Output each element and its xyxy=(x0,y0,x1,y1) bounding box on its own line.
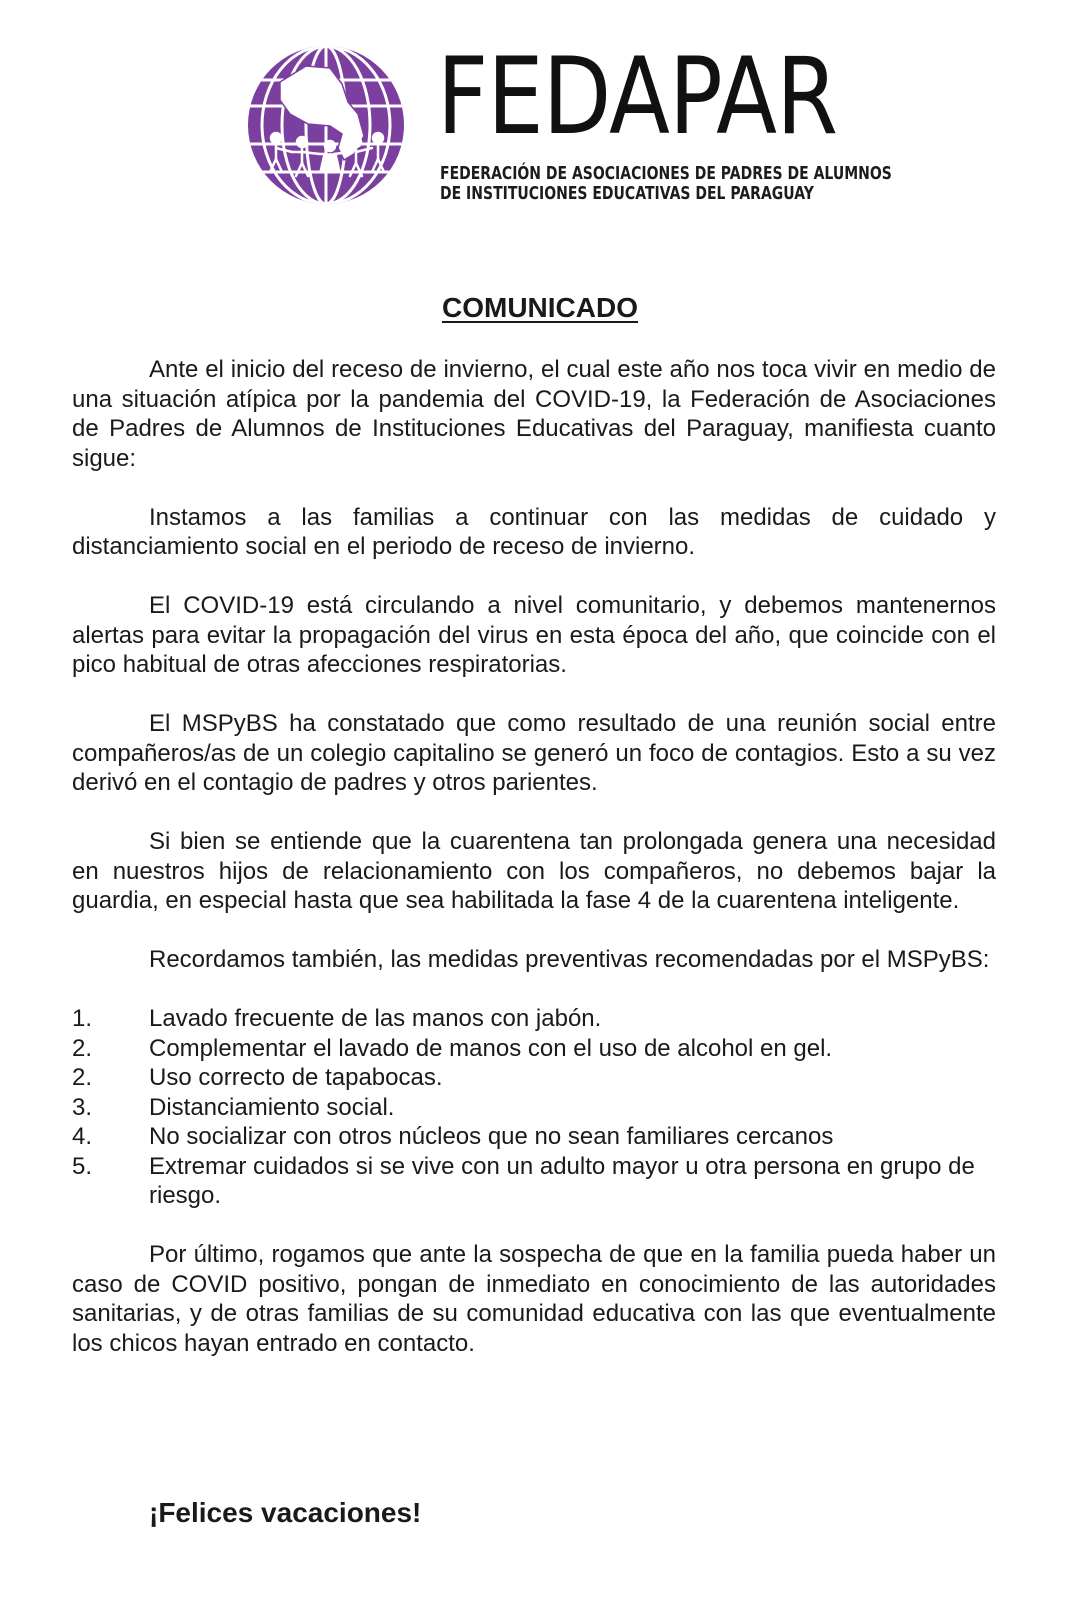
list-item xyxy=(72,1093,996,1123)
list-item-text: Distanciamiento social. xyxy=(149,1093,395,1121)
brand-name: FEDAPAR xyxy=(437,35,838,158)
document-body xyxy=(72,355,996,1388)
paragraph-covid-circulation: El COVID-19 está circulando a nivel comunitario, y debemos mantenernos alertas para evitar la propagación del virus en esta época del año, que coincide con el pico habitual de otras afecciones respiratorias. xyxy=(72,592,996,678)
brand-full-name xyxy=(440,164,892,204)
list-item-number: 5. xyxy=(72,1152,93,1180)
brand-full-line-1: FEDERACIÓN DE ASOCIACIONES DE PADRES DE ALUMNOS xyxy=(440,164,892,184)
paragraph-intro: Ante el inicio del receso de invierno, el cual este año nos toca vivir en medio de una situación atípica por la pandemia del COVID-19, la Federación de Asociaciones de Padres de Alumnos de Instituciones Educativas del Paraguay, manifiesta cuanto sigue: xyxy=(72,356,996,472)
list-item xyxy=(72,1122,996,1152)
paragraph-urge: Instamos a las familias a continuar con las medidas de cuidado y distanciamiento social en el periodo de receso de invierno. xyxy=(72,503,996,560)
paragraph-measures-intro: Recordamos también, las medidas preventivas recomendadas por el MSPyBS: xyxy=(149,946,990,973)
list-item-text: Uso correcto de tapabocas. xyxy=(149,1064,443,1091)
list-item-text: Extremar cuidados si se vive con un adulto mayor u otra persona en grupo de riesgo. xyxy=(149,1152,975,1209)
document-title-text: COMUNICADO xyxy=(442,292,638,323)
list-item xyxy=(72,1152,996,1211)
document-title xyxy=(0,292,1080,324)
paragraph-mspybs-finding: El MSPyBS ha constatado que como resultado de una reunión social entre compañeros/as de un colegio capitalino se generó un foco de contagios. Esto a su vez derivó en el contagio de padres y otros parientes. xyxy=(72,710,996,796)
closing-greeting: ¡Felices vacaciones! xyxy=(149,1497,422,1528)
list-item xyxy=(72,1004,996,1034)
globe-with-children-logo-icon xyxy=(246,44,406,206)
list-item-number: 4. xyxy=(72,1123,93,1150)
list-item-number: 3. xyxy=(72,1093,93,1121)
preventive-measures-list xyxy=(72,1004,996,1211)
list-item-number: 2. xyxy=(72,1064,93,1091)
brand-full-line-2: DE INSTITUCIONES EDUCATIVAS DEL PARAGUAY xyxy=(440,184,814,204)
list-item-text: Lavado frecuente de las manos con jabón. xyxy=(149,1005,602,1032)
letterhead xyxy=(0,0,1080,230)
list-item-text: No socializar con otros núcleos que no sean familiares cercanos xyxy=(149,1123,834,1150)
list-item xyxy=(72,1034,996,1064)
list-item xyxy=(72,1063,996,1093)
list-item-number: 1. xyxy=(72,1005,93,1032)
list-item-number: 2. xyxy=(72,1034,93,1062)
paragraph-final: Por último, rogamos que ante la sospecha de que en la familia pueda haber un caso de COVID positivo, pongan de inmediato en conocimiento de las autoridades sanitarias, y de otras familias de su comunidad educativa con las que eventualmente los chicos hayan entrado en contacto. xyxy=(72,1241,996,1357)
paragraph-quarantine: Si bien se entiende que la cuarentena tan prolongada genera una necesidad en nuestros hijos de relacionamiento con los compañeros, no debemos bajar la guardia, en especial hasta que sea habilitada la fase 4 de la cuarentena inteligente. xyxy=(72,828,996,914)
list-item-text: Complementar el lavado de manos con el uso de alcohol en gel. xyxy=(149,1034,833,1062)
